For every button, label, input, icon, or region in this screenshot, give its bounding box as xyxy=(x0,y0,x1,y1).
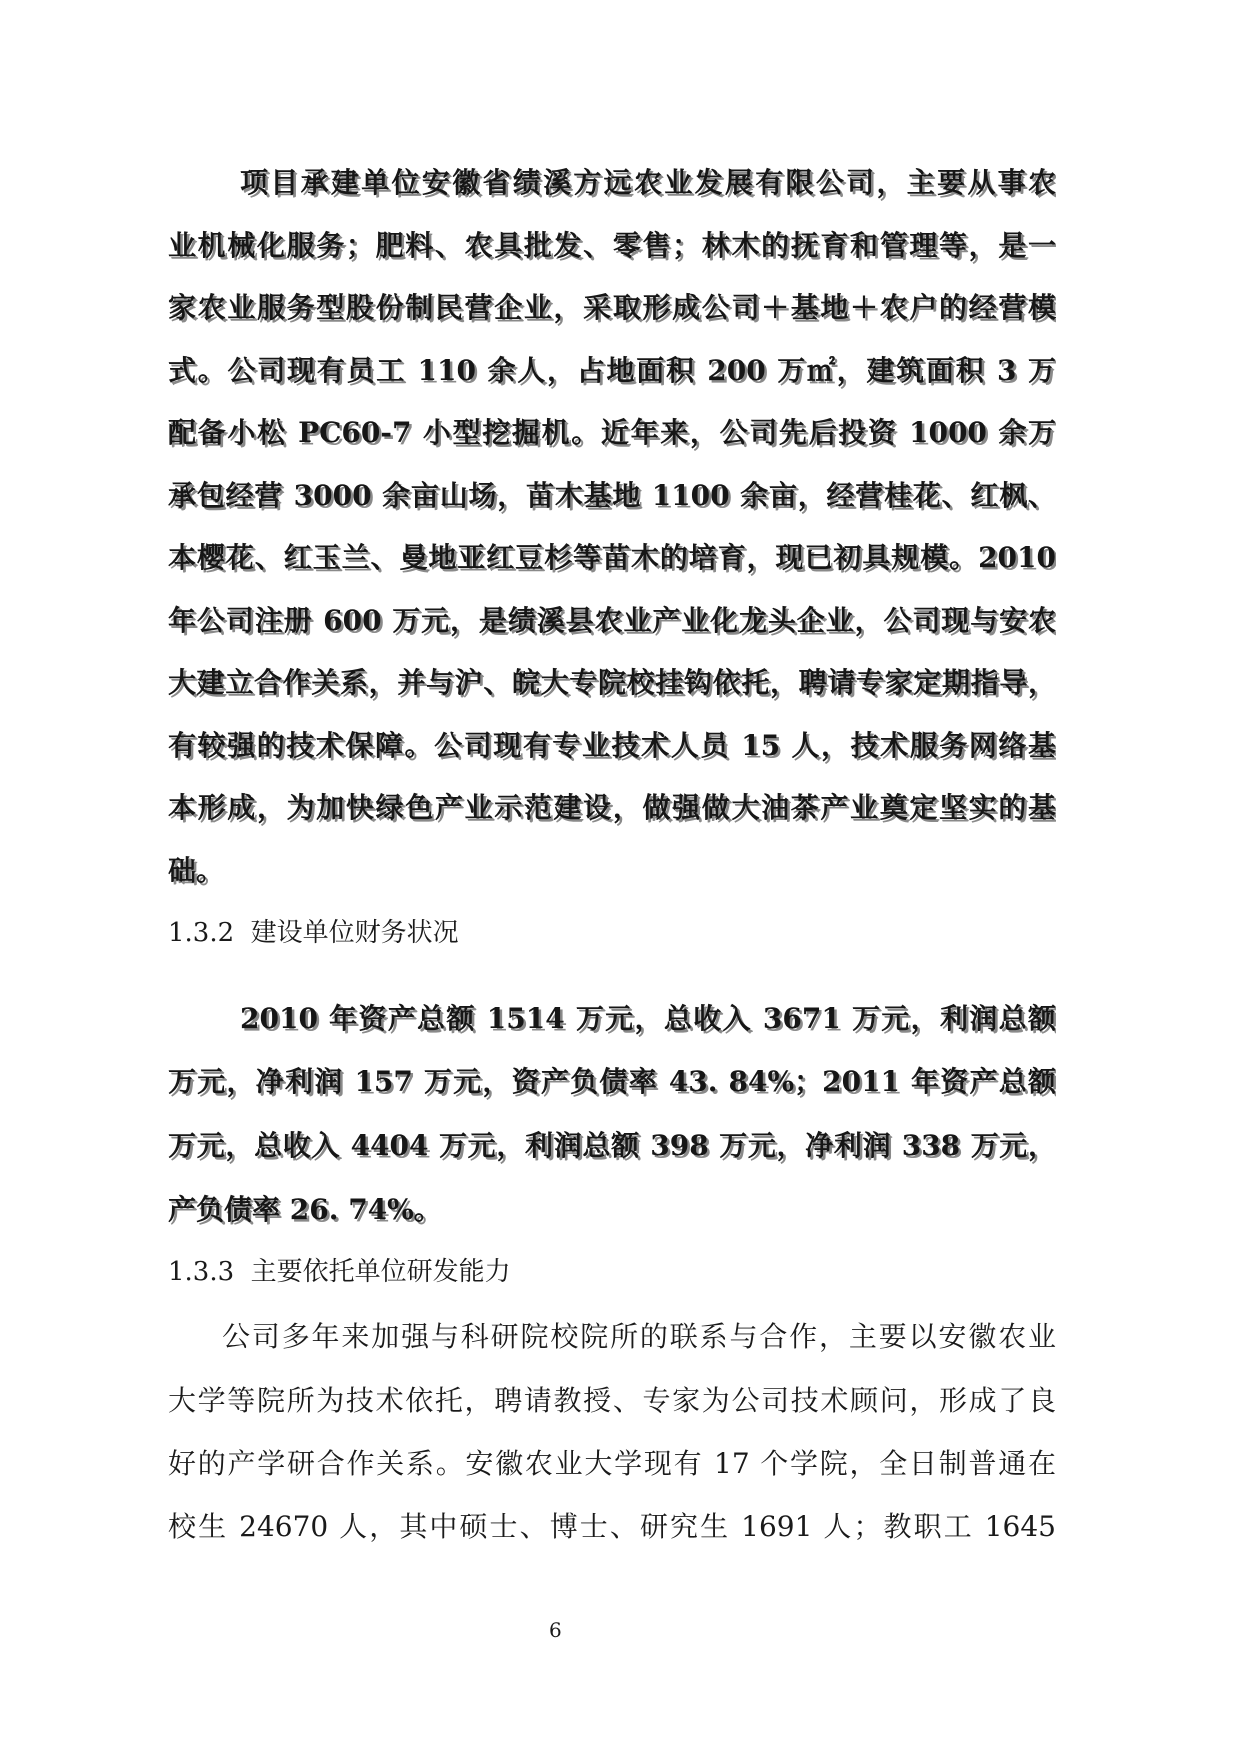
paragraph-line: 公司多年来加强与科研院校院所的联系与合作，主要以安徽农业 xyxy=(222,1320,1056,1354)
paragraph-line: 万元，净利润 157 万元，资产负债率 43. 84%；2011 年资产总额 xyxy=(168,1065,1056,1099)
paragraph-line: 配备小松 PC60-7 小型挖掘机。近年来，公司先后投资 1000 余万 xyxy=(168,416,1056,449)
financial-status-paragraph xyxy=(168,987,1056,1242)
page-number: 6 xyxy=(549,1618,562,1642)
paragraph-line: 式。公司现有员工 110 余人，占地面积 200 万㎡，建筑面积 3 万 xyxy=(168,353,1056,387)
paragraph-line: 础。 xyxy=(168,853,225,887)
paragraph-line: 本形成，为加快绿色产业示范建设，做强做大油茶产业奠定坚实的基 xyxy=(168,791,1056,824)
research-capability-paragraph xyxy=(168,1305,1056,1558)
paragraph-line: 项目承建单位安徽省绩溪方远农业发展有限公司，主要从事农 xyxy=(240,166,1056,199)
section-heading-1-3-2: 1.3.2 建设单位财务状况 xyxy=(168,918,459,948)
paragraph-line: 好的产学研合作关系。安徽农业大学现有 17 个学院，全日制普通在 xyxy=(168,1446,1056,1480)
paragraph-line: 万元，总收入 4404 万元，利润总额 398 万元，净利润 338 万元， xyxy=(168,1128,1056,1162)
paragraph-line: 大建立合作关系，并与沪、皖大专院校挂钩依托，聘请专家定期指导， xyxy=(168,666,1056,699)
document-body xyxy=(168,152,1056,1558)
paragraph-line: 家农业服务型股份制民营企业，采取形成公司＋基地＋农户的经营模 xyxy=(168,291,1056,324)
section-heading-1-3-3: 1.3.3 主要依托单位研发能力 xyxy=(168,1257,511,1288)
paragraph-line: 大学等院所为技术依托，聘请教授、专家为公司技术顾问，形成了良 xyxy=(168,1383,1056,1417)
paragraph-line: 年公司注册 600 万元，是绩溪县农业产业化龙头企业，公司现与安农 xyxy=(168,603,1056,637)
paragraph-line: 承包经营 3000 余亩山场，苗木基地 1100 余亩，经营桂花、红枫、 xyxy=(168,478,1056,512)
paragraph-line: 校生 24670 人，其中硕士、博士、研究生 1691 人；教职工 1645 xyxy=(168,1510,1056,1544)
paragraph-line: 业机械化服务；肥料、农具批发、零售；林木的抚育和管理等，是一 xyxy=(168,228,1056,262)
paragraph-line: 产负债率 26. 74%。 xyxy=(168,1192,442,1226)
paragraph-line: 2010 年资产总额 1514 万元，总收入 3671 万元，利润总额 xyxy=(240,1001,1056,1035)
company-profile-paragraph xyxy=(168,152,1056,902)
paragraph-line: 本樱花、红玉兰、曼地亚红豆杉等苗木的培育，现已初具规模。2010 xyxy=(168,541,1056,574)
paragraph-line: 有较强的技术保障。公司现有专业技术人员 15 人，技术服务网络基 xyxy=(168,728,1056,762)
